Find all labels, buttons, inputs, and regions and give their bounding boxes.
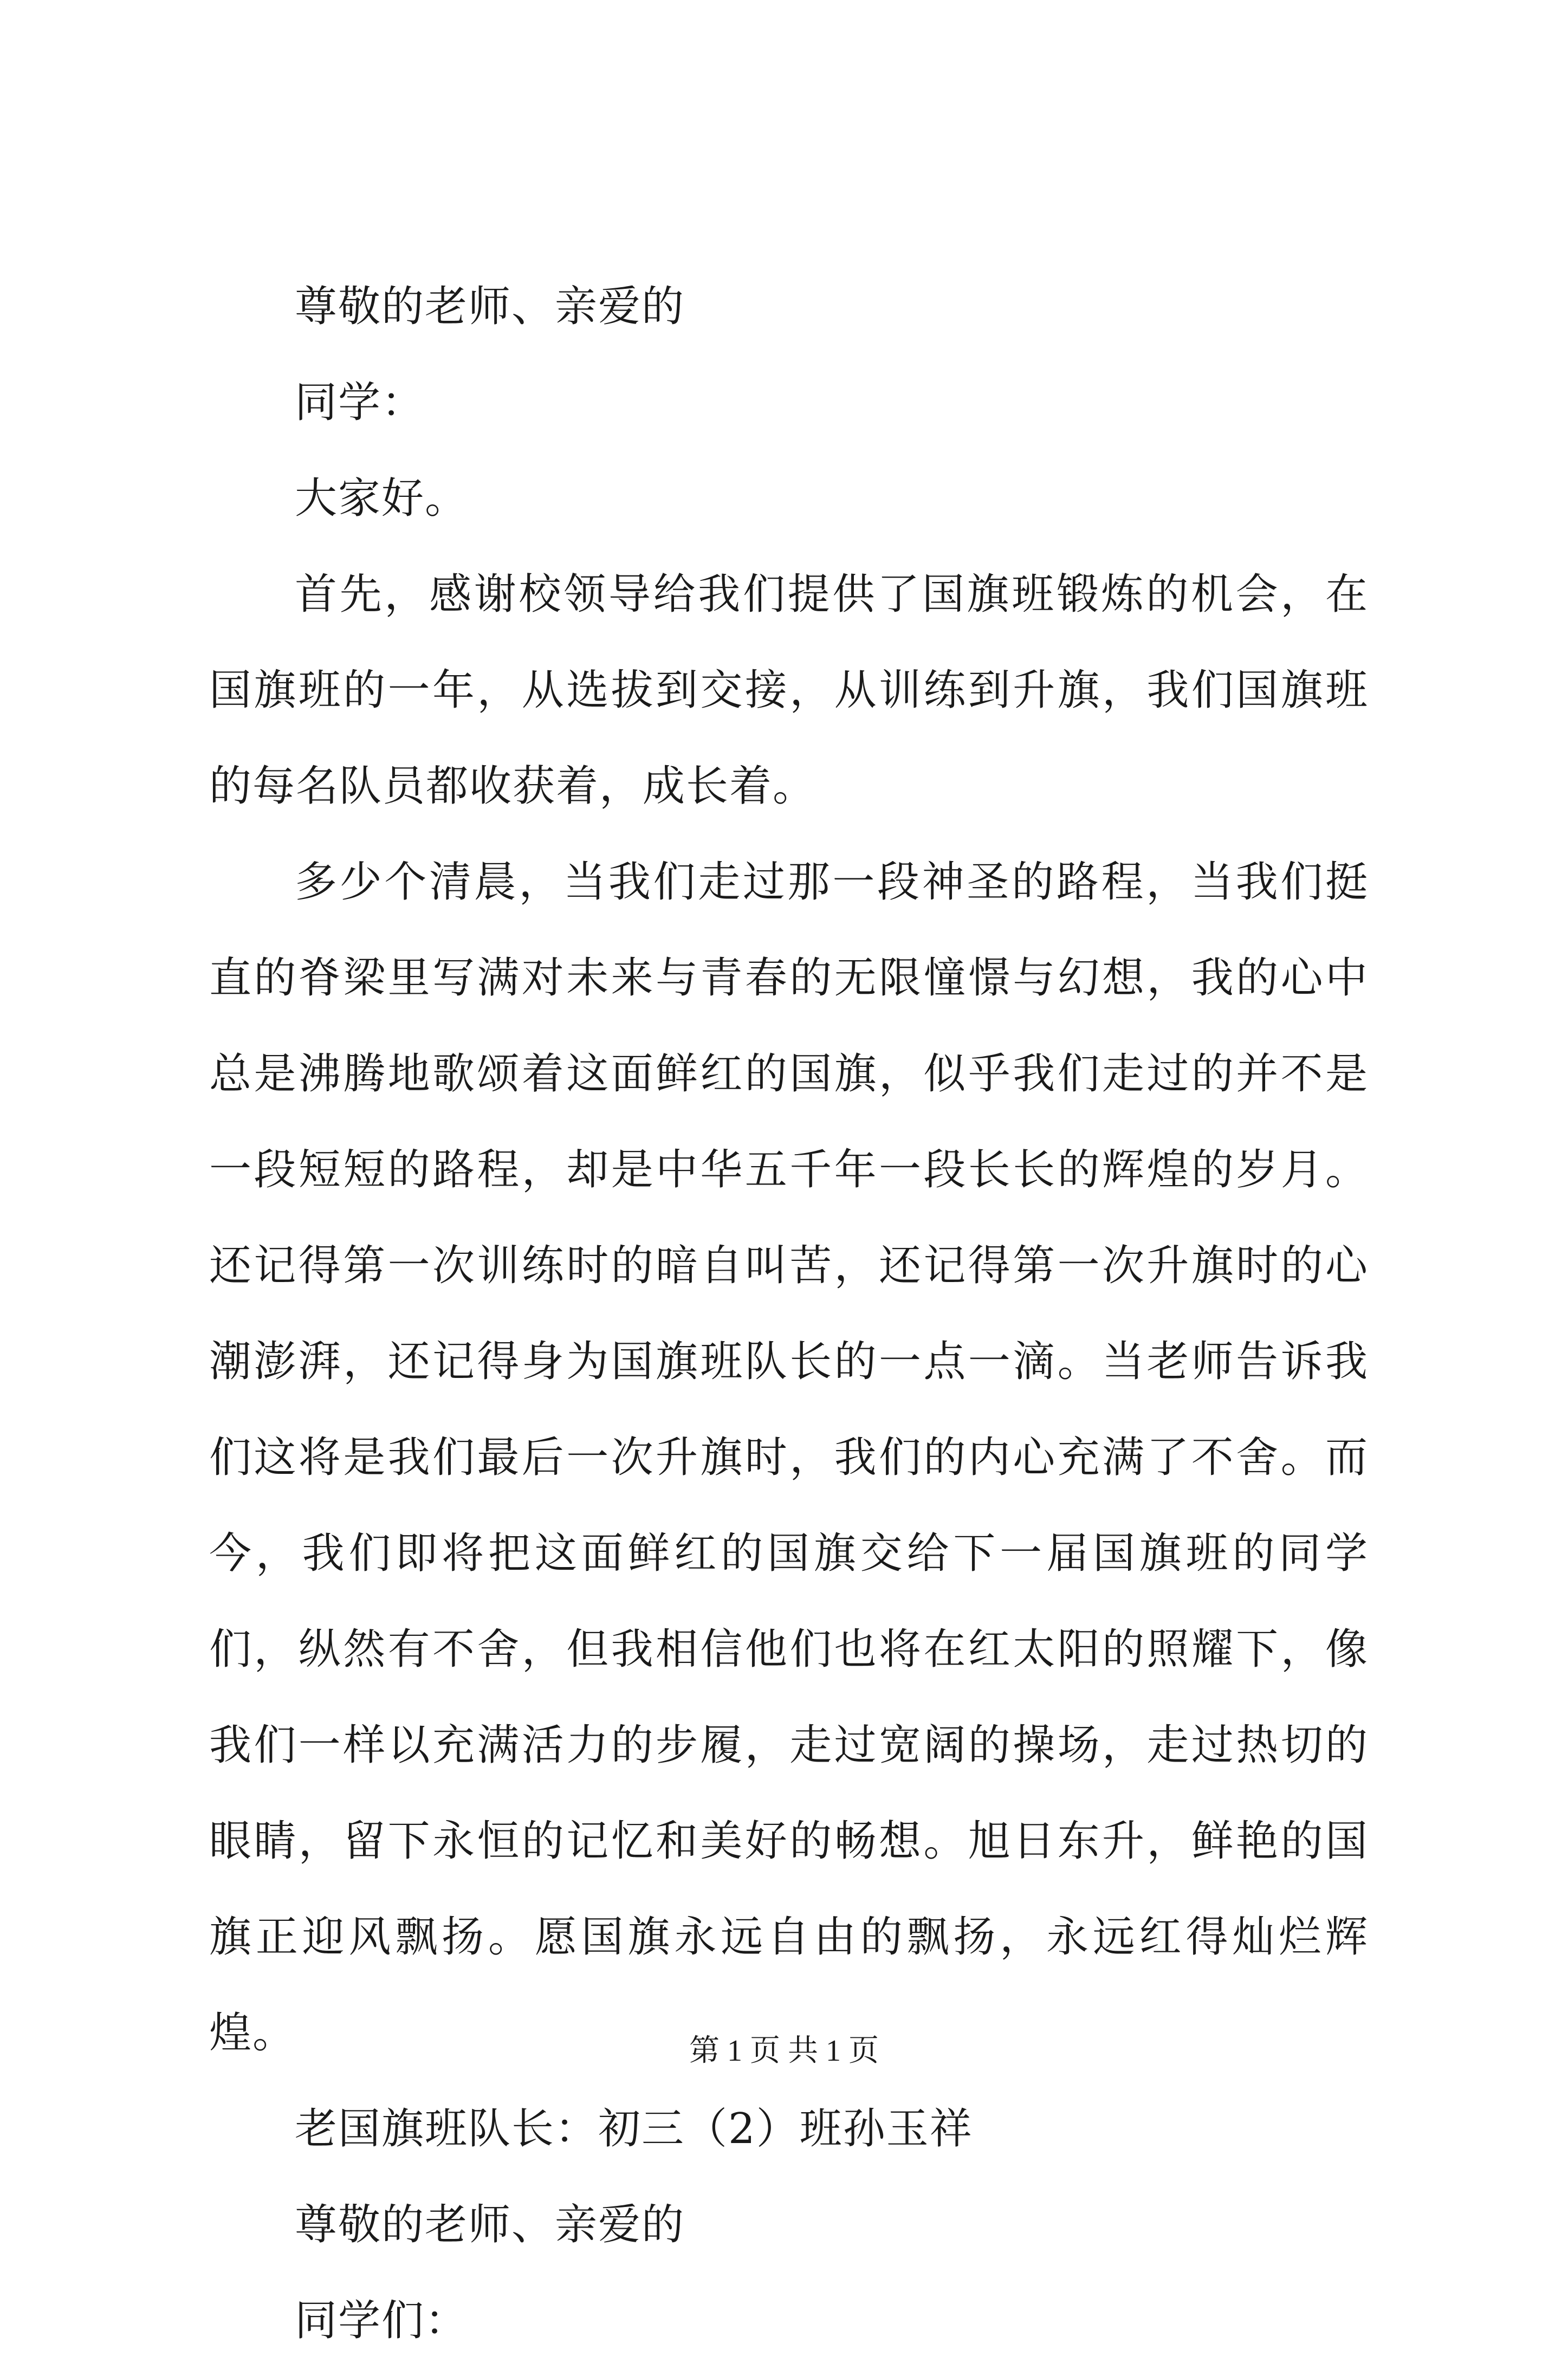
signature-line: 老国旗班队长：初三（2）班孙玉祥 xyxy=(295,2105,973,2153)
salutation-line: 同学： xyxy=(295,378,425,427)
page-number-footer: 第 1 页 共 1 页 xyxy=(689,2034,879,2068)
salutation-line: 同学们： xyxy=(295,2296,469,2345)
body-paragraph: 首先，感谢校领导给我们提供了国旗班锻炼的机会，在国旗班的一年，从选拔到交接，从训练到升旗，我们国旗班的每名队员都收获着，成长着。 xyxy=(209,570,1369,811)
salutation-line: 尊敬的老师、亲爱的 xyxy=(295,2200,685,2249)
greeting-line: 大家好。 xyxy=(295,474,469,523)
body-paragraph: 多少个清晨，当我们走过那一段神圣的路程，当我们挺直的脊梁里写满对未来与青春的无限憧憬与幻想，我的心中总是沸腾地歌颂着这面鲜红的国旗，似乎我们走过的并不是一段短短的路程，却是中华五千年一段长长的辉煌的岁月。还记得第一次训练时的暗自叫苦，还记得第一次升旗时的心潮澎湃，还记得身为国旗班队长的一点一滴。当老师告诉我们这将是我们最后一次升旗时，我们的内心充满了不舍。而今，我们即将把这面鲜红的国旗交给下一届国旗班的同学们，纵然有不舍，但我相信他们也将在红太阳的照耀下，像我们一样以充满活力的步履，走过宽阔的操场，走过热切的眼睛，留下永恒的记忆和美好的畅想。旭日东升，鲜艳的国旗正迎风飘扬。愿国旗永远自由的飘扬，永远红得灿烂辉煌。 xyxy=(209,858,1369,2057)
salutation-line: 尊敬的老师、亲爱的 xyxy=(295,282,685,331)
